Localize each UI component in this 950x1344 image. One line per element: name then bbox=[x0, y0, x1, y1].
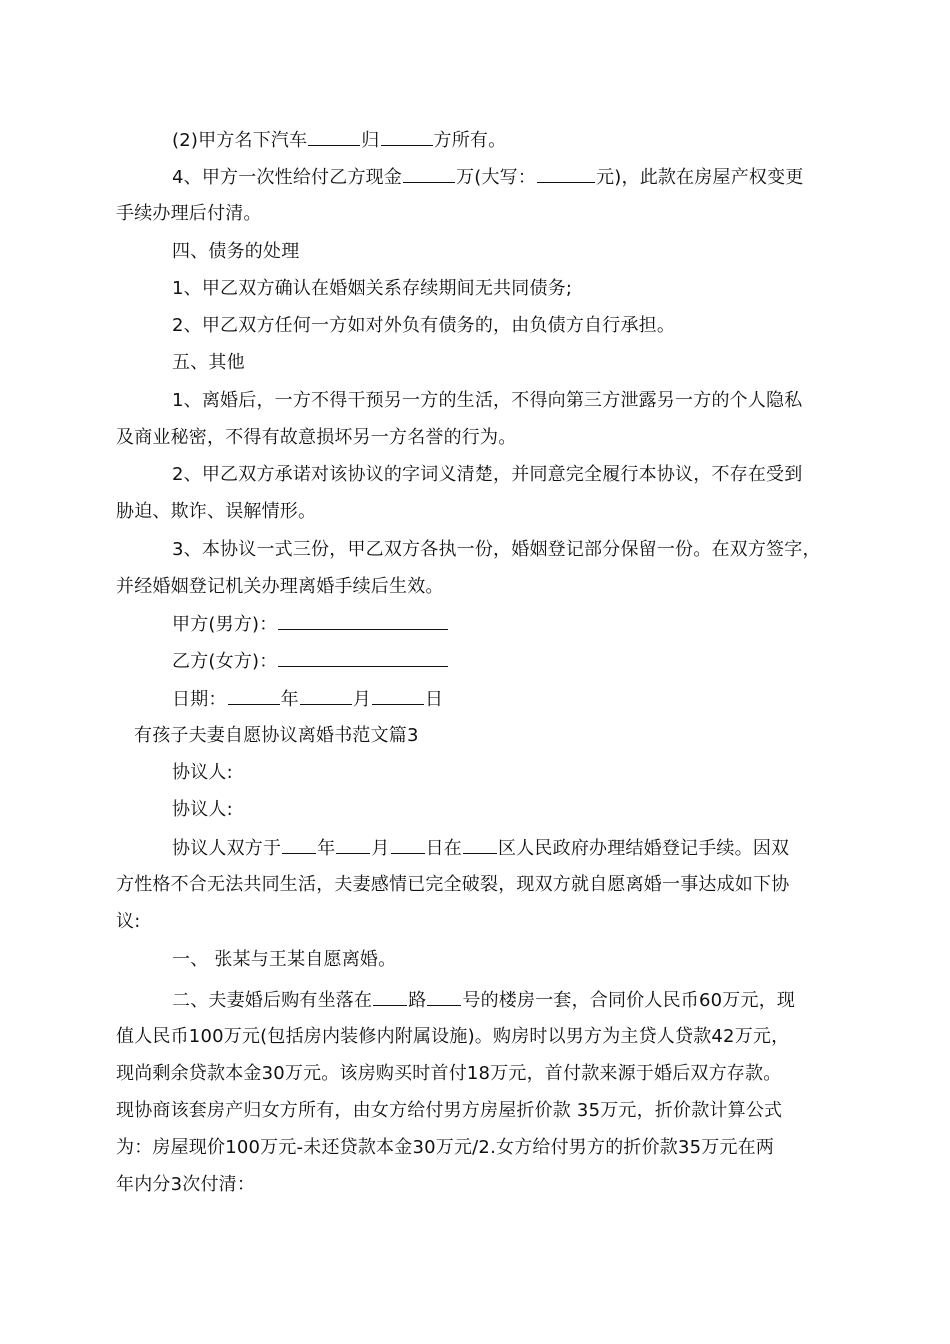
text-segment: 月 bbox=[352, 689, 372, 710]
paragraph-line: 2、甲乙双方任何一方如对外负有债务的，由负债方自行承担。 bbox=[172, 315, 676, 336]
paragraph-line: 现协商该套房产归女方所有，由女方给付男方房屋折价款 35万元，折价款计算公式 bbox=[116, 1100, 783, 1121]
text-segment: 年 bbox=[280, 689, 299, 710]
blank-line bbox=[308, 128, 360, 146]
text-segment: 归 bbox=[361, 130, 380, 151]
signature-blank bbox=[278, 612, 448, 630]
cash-payment-line bbox=[172, 165, 804, 190]
paragraph-line: 方性格不合无法共同生活，夫妻感情已完全破裂，现双方就自愿离婚一事达成如下协 bbox=[116, 874, 790, 895]
signature-blank bbox=[278, 649, 448, 667]
paragraph-line: 一、 张某与王某自愿离婚。 bbox=[172, 949, 397, 970]
text-segment: (2)甲方名下汽车 bbox=[172, 130, 308, 151]
paragraph-line: 值人民币100万元(包括房内装修内附属设施)。购房时以男方为主贷人贷款42万元， bbox=[116, 1026, 790, 1047]
blank-line bbox=[403, 165, 455, 183]
text-segment: 元)，此款在房屋产权变更 bbox=[596, 167, 804, 188]
section-heading-other: 五、其他 bbox=[172, 352, 245, 373]
text-segment: 甲方(男方)： bbox=[172, 614, 278, 635]
blank-line bbox=[282, 836, 316, 854]
blank-line bbox=[373, 988, 407, 1006]
text-segment: 方所有。 bbox=[433, 130, 507, 151]
text-segment: 路 bbox=[408, 990, 427, 1011]
car-ownership-line bbox=[172, 128, 506, 153]
blank-line bbox=[372, 687, 424, 705]
blank-line bbox=[336, 836, 370, 854]
paragraph-line: 议: bbox=[116, 911, 141, 932]
paragraph-line: 并经婚姻登记机关办理离婚手续后生效。 bbox=[116, 576, 444, 597]
blank-line bbox=[427, 988, 461, 1006]
article-title: 有孩子夫妻自愿协议离婚书范文篇3 bbox=[134, 725, 419, 746]
paragraph-line: 协议人: bbox=[172, 799, 233, 820]
signature-party-a bbox=[172, 612, 449, 637]
paragraph-line: 1、离婚后，一方不得干预另一方的生活，不得向第三方泄露另一方的个人隐私 bbox=[172, 390, 803, 411]
blank-line bbox=[537, 165, 595, 183]
blank-line bbox=[463, 836, 497, 854]
text-segment: 二、夫妻婚后购有坐落在 bbox=[172, 990, 373, 1011]
paragraph-line: 2、甲乙双方承诺对该协议的字词义清楚，并同意完全履行本协议，不存在受到 bbox=[172, 464, 803, 485]
paragraph-line: 现尚剩余贷款本金30万元。该房购买时首付18万元，首付款来源于婚后双方存款。 bbox=[116, 1063, 782, 1084]
paragraph-line: 及商业秘密，不得有故意损坏另一方名誉的行为。 bbox=[116, 427, 517, 448]
text-segment: 协议人双方于 bbox=[172, 838, 282, 859]
blank-line bbox=[300, 687, 352, 705]
signature-party-b bbox=[172, 649, 449, 674]
text-segment: 4、甲方一次性给付乙方现金 bbox=[172, 167, 403, 188]
paragraph-line: 为：房屋现价100万元-未还贷款本金30万元/2.女方给付男方的折价款35万元在两 bbox=[116, 1137, 775, 1158]
text-segment: 日期： bbox=[172, 689, 227, 710]
text-segment: 区人民政府办理结婚登记手续。因双 bbox=[498, 838, 790, 859]
paragraph-line: 胁迫、欺诈、误解情形。 bbox=[116, 501, 317, 522]
text-segment: 号的楼房一套，合同价人民币60万元，现 bbox=[462, 990, 796, 1011]
text-segment: 年 bbox=[317, 838, 336, 859]
blank-line bbox=[381, 128, 433, 146]
blank-line bbox=[228, 687, 280, 705]
text-segment: 乙方(女方)： bbox=[172, 651, 278, 672]
date-line bbox=[172, 687, 443, 712]
registration-line bbox=[172, 836, 789, 861]
paragraph-line: 1、甲乙双方确认在婚姻关系存续期间无共同债务; bbox=[172, 278, 573, 299]
text-segment: 月 bbox=[371, 838, 390, 859]
paragraph-line: 手续办理后付清。 bbox=[116, 203, 262, 224]
text-segment: 日 bbox=[425, 689, 444, 710]
paragraph-line: 3、本协议一式三份，甲乙双方各执一份，婚姻登记部分保留一份。在双方签字， bbox=[172, 539, 821, 560]
text-segment: 万(大写： bbox=[456, 167, 537, 188]
property-line bbox=[172, 988, 795, 1013]
text-segment: 日在 bbox=[425, 838, 463, 859]
paragraph-line: 年内分3次付清： bbox=[116, 1174, 256, 1195]
paragraph-line: 协议人: bbox=[172, 762, 233, 783]
blank-line bbox=[391, 836, 425, 854]
section-heading-debts: 四、债务的处理 bbox=[172, 241, 300, 262]
